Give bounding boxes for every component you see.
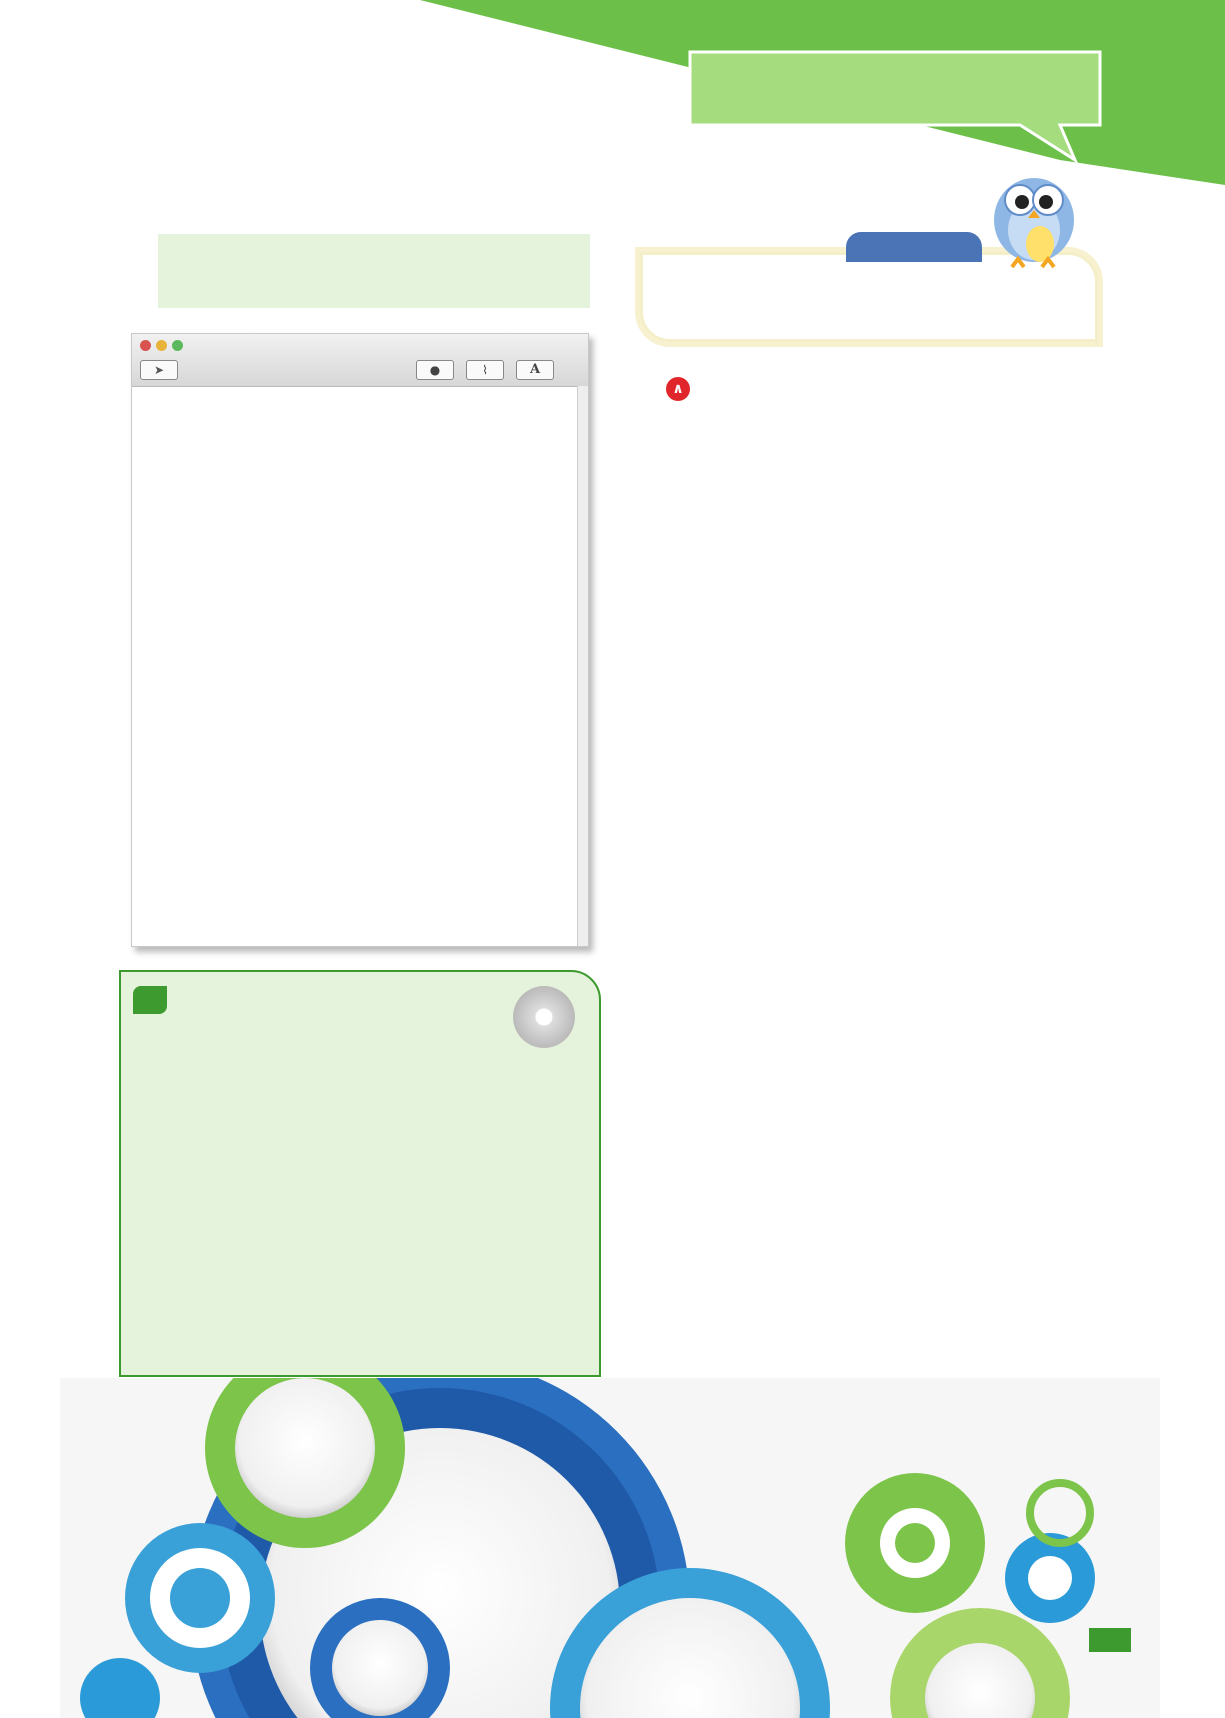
email-scrollbar[interactable]	[577, 386, 588, 946]
page-number	[1089, 1628, 1131, 1652]
audio-icon[interactable]: ∧	[666, 377, 690, 401]
zoom-dot-icon[interactable]	[172, 340, 183, 351]
prep-badge	[133, 986, 167, 1014]
email-toolbar	[132, 334, 588, 387]
video-icon[interactable]	[513, 986, 575, 1048]
gears-illustration	[60, 1378, 1160, 1718]
owl-mascot-icon	[982, 162, 1092, 272]
lookout-title	[846, 232, 982, 262]
email-window	[131, 333, 589, 947]
contacts-icon[interactable]: ●	[416, 360, 454, 380]
verb-box	[158, 234, 590, 308]
font-icon[interactable]: A	[516, 360, 554, 380]
prepositions-box	[119, 970, 601, 1377]
send-icon[interactable]: ➤	[140, 360, 178, 380]
close-dot-icon[interactable]	[140, 340, 151, 351]
minimize-dot-icon[interactable]	[156, 340, 167, 351]
attachment-icon[interactable]: ⌇	[466, 360, 504, 380]
